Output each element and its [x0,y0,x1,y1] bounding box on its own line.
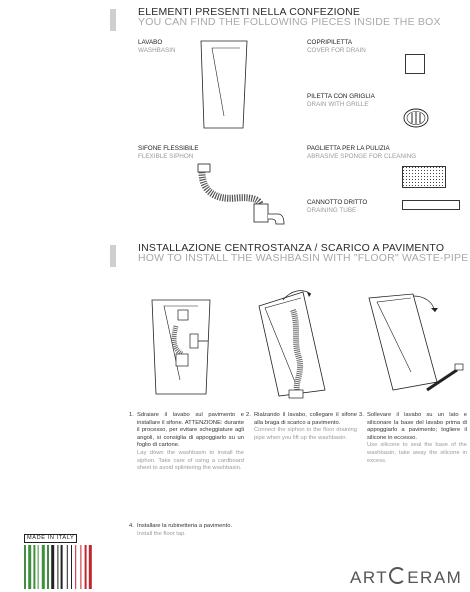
step3-illustration [365,286,465,402]
barcode-bar [71,545,72,589]
brand-logo [350,567,462,588]
barcode-bar [89,545,92,589]
step2-text [254,412,357,442]
siphon-label-en: FLEXIBLE SIPHON [138,153,194,160]
step4-text [137,523,267,538]
flexible-siphon-icon [196,162,286,232]
barcode-bar [50,545,51,589]
barcode-bar [55,545,57,589]
barcode-bar [45,545,46,589]
step3-text-it: Sollevare il lavabo su un lato e siliconare la base del lavabo prima di appoggiarlo a pavimento; togliere il silicone in eccesso. [367,412,467,441]
step2-illustration [253,286,333,402]
barcode-bar [33,545,35,589]
siphon-label: SIFONE FLESSIBILE [138,145,199,152]
drain-grille-icon [403,108,429,128]
made-in-italy-barcode [24,545,100,589]
barcode-bar [68,545,70,589]
drain-grille-label-en: DRAIN WITH GRILLE [307,101,369,108]
step4-text-en: Install the floor tap. [137,530,186,537]
barcode-bar [27,545,28,589]
tube-label: CANNOTTO DRITTO [307,199,368,206]
barcode-bar [42,545,45,589]
draining-tube-icon [402,200,460,210]
step4-text-it: Installare la rubinetteria a pavimento. [137,523,233,529]
step1-text-en: Lay down the washbasin to install the siphon. Take care of using a cardboard sheet to avoid splintering the washbasin. [137,449,244,472]
barcode-bar [73,545,75,589]
drain-cover-label-en: COVER FOR DRAIN [307,47,366,54]
barcode-bar [28,545,31,589]
drain-grille-label: PILETTA CON GRIGLIA [307,93,375,100]
barcode-bar [32,545,33,589]
barcode-bar [92,545,93,589]
barcode-bar [39,545,41,589]
brand-logo-right: ERAM [407,568,463,587]
barcode-bar [87,545,88,589]
barcode-bar [77,545,80,589]
step1-text [137,412,244,473]
step1-text-it: Sdraiare il lavabo sul pavimento e installare il sifone. ATTENZIONE: durante il processo, per evitare scheggiature agli angoli, si consiglia di appoggiarlo su un foglio di cartone. [137,412,244,449]
barcode-bar [51,545,54,589]
barcode-bar [80,545,81,589]
barcode-bar [38,545,39,589]
barcode-bar [85,545,87,589]
step2-number: 2. [246,412,251,418]
step3-number: 3. [359,412,364,418]
step1-number: 1. [129,412,134,418]
barcode-bar [82,545,84,589]
step3-text-en: Use silicone to seal the base of the washbasin, take away the silicone in excess. [367,442,467,464]
section1-title: ELEMENTI PRESENTI NELLA CONFEZIONE [138,6,361,18]
section2-title: INSTALLAZIONE CENTROSTANZA / SCARICO A PAVIMENTO [138,242,445,254]
brand-logo-left: ART [350,568,389,587]
made-in-italy-label: MADE IN ITALY [24,534,77,543]
section2-subtitle: HOW TO INSTALL THE WASHBASIN WITH "FLOOR" WASTE-PIPE [138,252,469,264]
barcode-bar [63,545,66,589]
barcode-bar [75,545,76,589]
barcode-bar [36,545,37,589]
step2-text-en: Connect the siphon to the floor draining pipe when you lift up the washbasin. [254,427,357,441]
sponge-label-en: ABRASIVE SPONGE FOR CLEANING [307,153,417,160]
step3-text [367,412,467,465]
section2-bar [110,245,116,267]
abrasive-sponge-icon [402,166,446,188]
sponge-label: PAGLIETTA PER LA PULIZIA [307,145,390,152]
step1-illustration [146,296,236,398]
step2-text-it: Rialzando il lavabo, collegare il sifone alla braga di scarico a pavimento. [254,412,357,426]
drain-cover-icon [405,54,425,74]
drain-cover-label: COPRIPILETTA [307,39,353,46]
barcode-bar [59,545,60,589]
section1-bar [110,9,116,31]
step4-number: 4. [129,523,134,529]
barcode-bar [57,545,58,589]
section1-subtitle: YOU CAN FIND THE FOLLOWING PIECES INSIDE THE BOX [138,16,441,28]
barcode-bar [67,545,68,589]
washbasin-icon [200,40,248,130]
tube-label-en: DRAINING TUBE [307,207,357,214]
barcode-bar [47,545,49,589]
barcode-bar [61,545,63,589]
brand-logo-c-icon [389,567,406,584]
barcode-bar [24,545,26,589]
washbasin-label-en: WASHBASIN [138,47,176,54]
washbasin-label: LAVABO [138,39,163,46]
